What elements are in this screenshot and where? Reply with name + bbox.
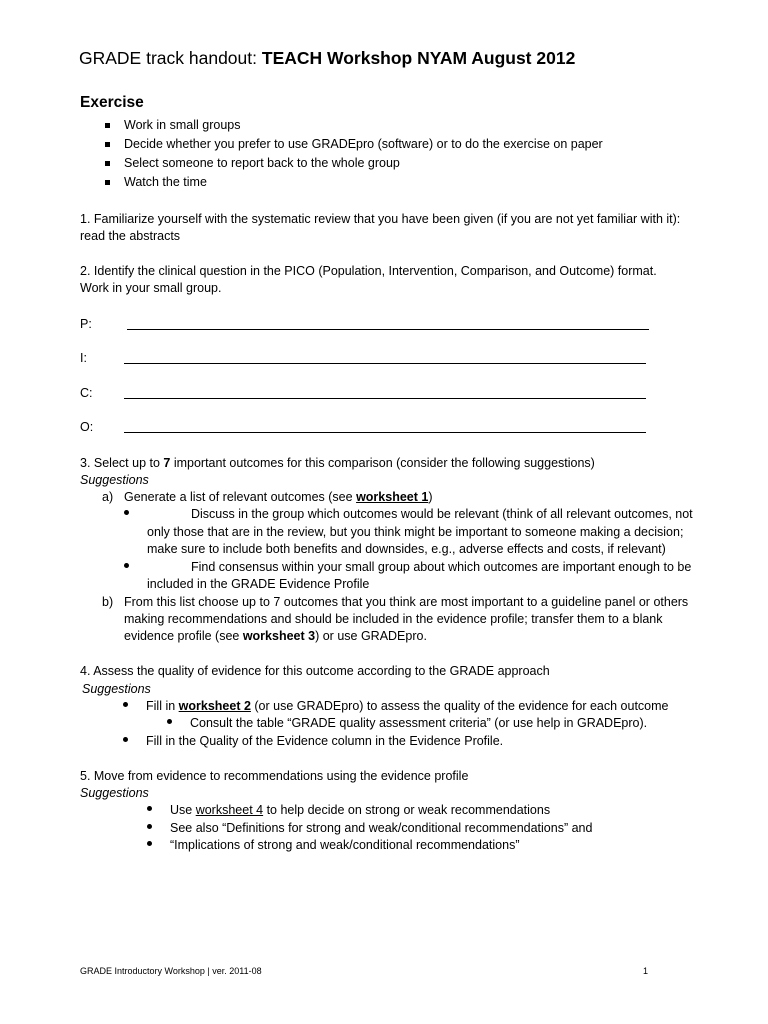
step3-a-bullet2: Find consensus within your small group about which outcomes are important enough to be <box>191 560 692 574</box>
worksheet-3-ref: worksheet 3 <box>242 629 316 643</box>
step3-b-text: From this list choose up to 7 outcomes that you think are most important to a guideline panel or others <box>124 595 689 609</box>
step3-a-pre: Generate a list of relevant outcomes (see <box>124 490 357 504</box>
bullet-dot-icon <box>123 702 128 707</box>
footer-left: GRADE Introductory Workshop | ver. 2011-08 <box>80 966 262 976</box>
step3-b-text: making recommendations and should be included in the evidence profile; transfer them to a blank <box>124 612 663 626</box>
step3-b-post: ) or use GRADEpro. <box>315 629 427 643</box>
step5-b1-pre: Use <box>170 803 196 817</box>
step3-b-text <box>124 628 427 645</box>
title-prefix: GRADE track handout: <box>79 48 262 68</box>
pico-i-label: I: <box>80 351 87 365</box>
step4-bullet1 <box>146 698 669 715</box>
exercise-bullet: Decide whether you prefer to use GRADEpro (software) or to do the exercise on paper <box>124 137 603 151</box>
step5-b1-post: to help decide on strong or weak recommendations <box>263 803 551 817</box>
pico-p-label: P: <box>80 317 92 331</box>
step3-suggestions: Suggestions <box>80 473 149 487</box>
step2-text: 2. Identify the clinical question in the PICO (Population, Intervention, Comparison, and Outcome) format. <box>80 264 657 278</box>
step3-b-pre: evidence profile (see <box>124 629 243 643</box>
bullet-dot-icon <box>124 510 129 515</box>
step4-suggestions: Suggestions <box>82 682 151 696</box>
step3-text-pre: 3. Select up to <box>80 456 164 470</box>
title-bold: TEACH Workshop NYAM August 2012 <box>261 48 576 68</box>
step5-bullet1 <box>170 802 550 819</box>
step5-suggestions: Suggestions <box>80 786 149 800</box>
exercise-bullet: Watch the time <box>124 175 207 189</box>
bullet-dot-icon <box>167 719 172 724</box>
step4-b1-pre: Fill in <box>146 699 179 713</box>
square-bullet-icon <box>105 123 110 128</box>
worksheet-2-link[interactable]: worksheet 2 <box>178 699 251 713</box>
square-bullet-icon <box>105 142 110 147</box>
bullet-dot-icon <box>123 737 128 742</box>
step5-bullet2: See also “Definitions for strong and weak/conditional recommendations” and <box>170 821 593 835</box>
exercise-bullet: Select someone to report back to the whole group <box>124 156 400 170</box>
worksheet-1-link[interactable]: worksheet 1 <box>356 490 429 504</box>
square-bullet-icon <box>105 161 110 166</box>
step3-text <box>80 455 595 472</box>
pico-c-blank[interactable] <box>124 398 646 399</box>
step1-text: read the abstracts <box>80 229 181 243</box>
step3-a-bullet1: make sure to include both benefits and downsides, e.g., adverse effects and costs, if relevant) <box>147 542 666 556</box>
bullet-dot-icon <box>124 563 129 568</box>
step4-sub-bullet: Consult the table “GRADE quality assessment criteria” (or use help in GRADEpro). <box>190 716 648 730</box>
step4-bullet2: Fill in the Quality of the Evidence column in the Evidence Profile. <box>146 734 504 748</box>
step4-b1-post: (or use GRADEpro) to assess the quality of the evidence for each outcome <box>250 699 669 713</box>
worksheet-4-link[interactable]: worksheet 4 <box>195 803 264 817</box>
step4-text: 4. Assess the quality of evidence for this outcome according to the GRADE approach <box>80 664 550 678</box>
bullet-dot-icon <box>147 806 152 811</box>
pico-i-blank[interactable] <box>124 363 646 364</box>
bullet-dot-icon <box>147 841 152 846</box>
step3-a-bullet1: Discuss in the group which outcomes would be relevant (think of all relevant outcomes, not <box>191 507 693 521</box>
step3-a-text <box>124 489 433 506</box>
step5-text: 5. Move from evidence to recommendations using the evidence profile <box>80 769 469 783</box>
step5-bullet3: “Implications of strong and weak/conditional recommendations” <box>170 838 520 852</box>
step3-b-marker: b) <box>102 595 114 609</box>
step3-a-post: ) <box>428 490 433 504</box>
step1-text: 1. Familiarize yourself with the systematic review that you have been given (if you are not yet familiar with it): <box>80 212 681 226</box>
pico-o-label: O: <box>80 420 94 434</box>
pico-o-blank[interactable] <box>124 432 646 433</box>
square-bullet-icon <box>105 180 110 185</box>
step3-a-bullet2: included in the GRADE Evidence Profile <box>147 577 370 591</box>
pico-c-label: C: <box>80 386 93 400</box>
step2-text: Work in your small group. <box>80 281 222 295</box>
step3-a-bullet1: only those that are in the review, but you think might be important to someone making a decision; <box>147 525 684 539</box>
pico-p-blank[interactable] <box>127 329 649 330</box>
exercise-bullet: Work in small groups <box>124 118 241 132</box>
step3-text-post: important outcomes for this comparison (consider the following suggestions) <box>170 456 595 470</box>
bullet-dot-icon <box>147 824 152 829</box>
page-number: 1 <box>643 966 649 976</box>
step3-a-marker: a) <box>102 490 114 504</box>
step3-text-bold: 7 <box>163 456 171 470</box>
document-title <box>79 48 575 69</box>
exercise-heading: Exercise <box>80 94 144 111</box>
